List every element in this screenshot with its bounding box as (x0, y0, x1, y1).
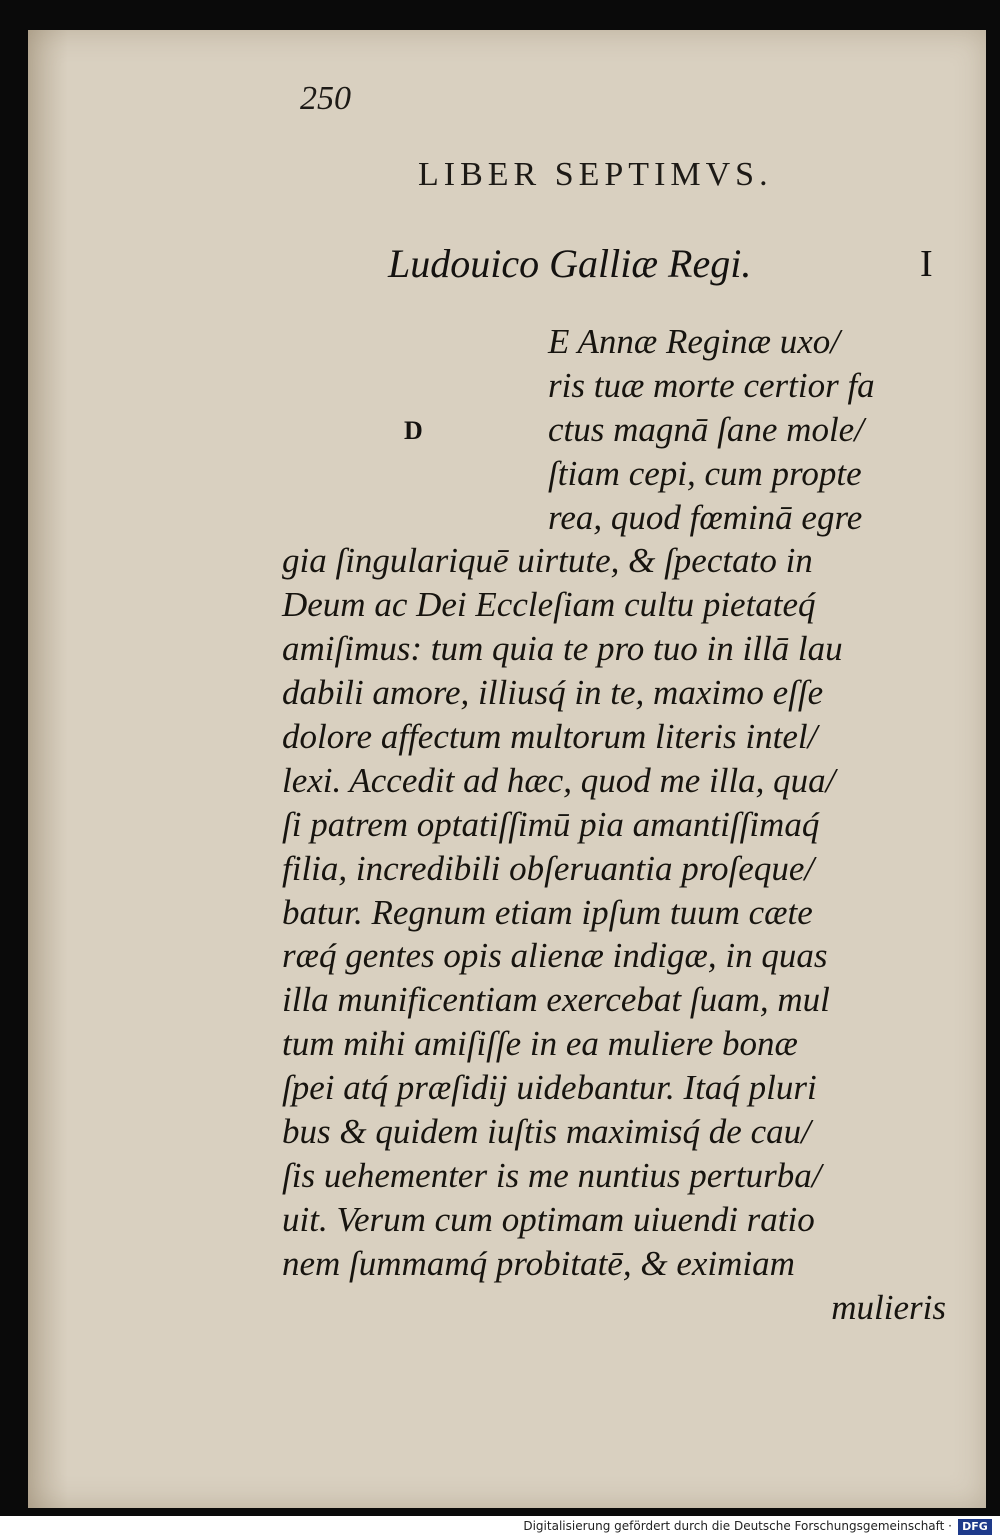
drop-cap-guide-letter: D (404, 416, 423, 445)
text-line: E Annæ Reginæ uxo/ (548, 322, 840, 361)
text-line: gia ſingulariquē uirtute, & ſpectato in (282, 541, 813, 581)
text-line: dabili amore, illiusq́ in te, maximo eſſe (282, 673, 824, 713)
page-number: 250 (300, 80, 351, 117)
text-line: tum mihi amiſiſſe in ea muliere bonæ (282, 1024, 798, 1064)
text-line: rea, quod fœminā egre (548, 497, 863, 537)
text-line: amiſimus: tum quia te pro tuo in illā lau (282, 629, 843, 669)
text-line: ſpei atq́ præſidij uidebantur. Itaq́ pluri (282, 1068, 817, 1108)
text-line: ris tuæ morte certior fa (548, 365, 875, 405)
text-line: Deum ac Dei Eccleſiam cultu pietateq́ (282, 585, 816, 625)
letter-number: I (920, 243, 933, 285)
text-line: filia, incredibili obſeruantia proſeque/ (282, 848, 815, 888)
text-line: illa munificentiam exercebat ſuam, mul (282, 980, 830, 1020)
body-text (282, 320, 946, 1329)
letter-heading: Ludouico Galliæ Regi. (388, 241, 752, 286)
text-line: batur. Regnum etiam ipſum tuum cæte (282, 892, 813, 932)
text-line: lexi. Accedit ad hæc, quod me illa, qua/ (282, 760, 836, 800)
text-line: ſi patrem optatiſſimū pia amantiſſimaq́ (282, 804, 820, 844)
text-line: nem ſummamq́ probitatē, & eximiam (282, 1243, 795, 1283)
text-line: uit. Verum cum optimam uiuendi ratio (282, 1199, 815, 1239)
text-line: ſis uehementer is me nuntius perturba/ (282, 1155, 822, 1195)
text-line: ræq́ gentes opis alienæ indigæ, in quas (282, 936, 828, 976)
text-line: ſtiam cepi, cum propte (548, 453, 862, 493)
funding-credit: Digitalisierung gefördert durch die Deutsche Forschungsgemeinschaft · (523, 1519, 952, 1533)
dfg-logo: DFG (958, 1519, 992, 1535)
text-line: dolore affectum multorum literis intel/ (282, 717, 818, 757)
running-head: LIBER SEPTIMVS. (418, 156, 773, 193)
catchword: mulieris (831, 1287, 946, 1327)
text-line: bus & quidem iuſtis maximisq́ de cau/ (282, 1112, 811, 1152)
text-line: ctus magnā ſane mole/ (548, 409, 864, 449)
